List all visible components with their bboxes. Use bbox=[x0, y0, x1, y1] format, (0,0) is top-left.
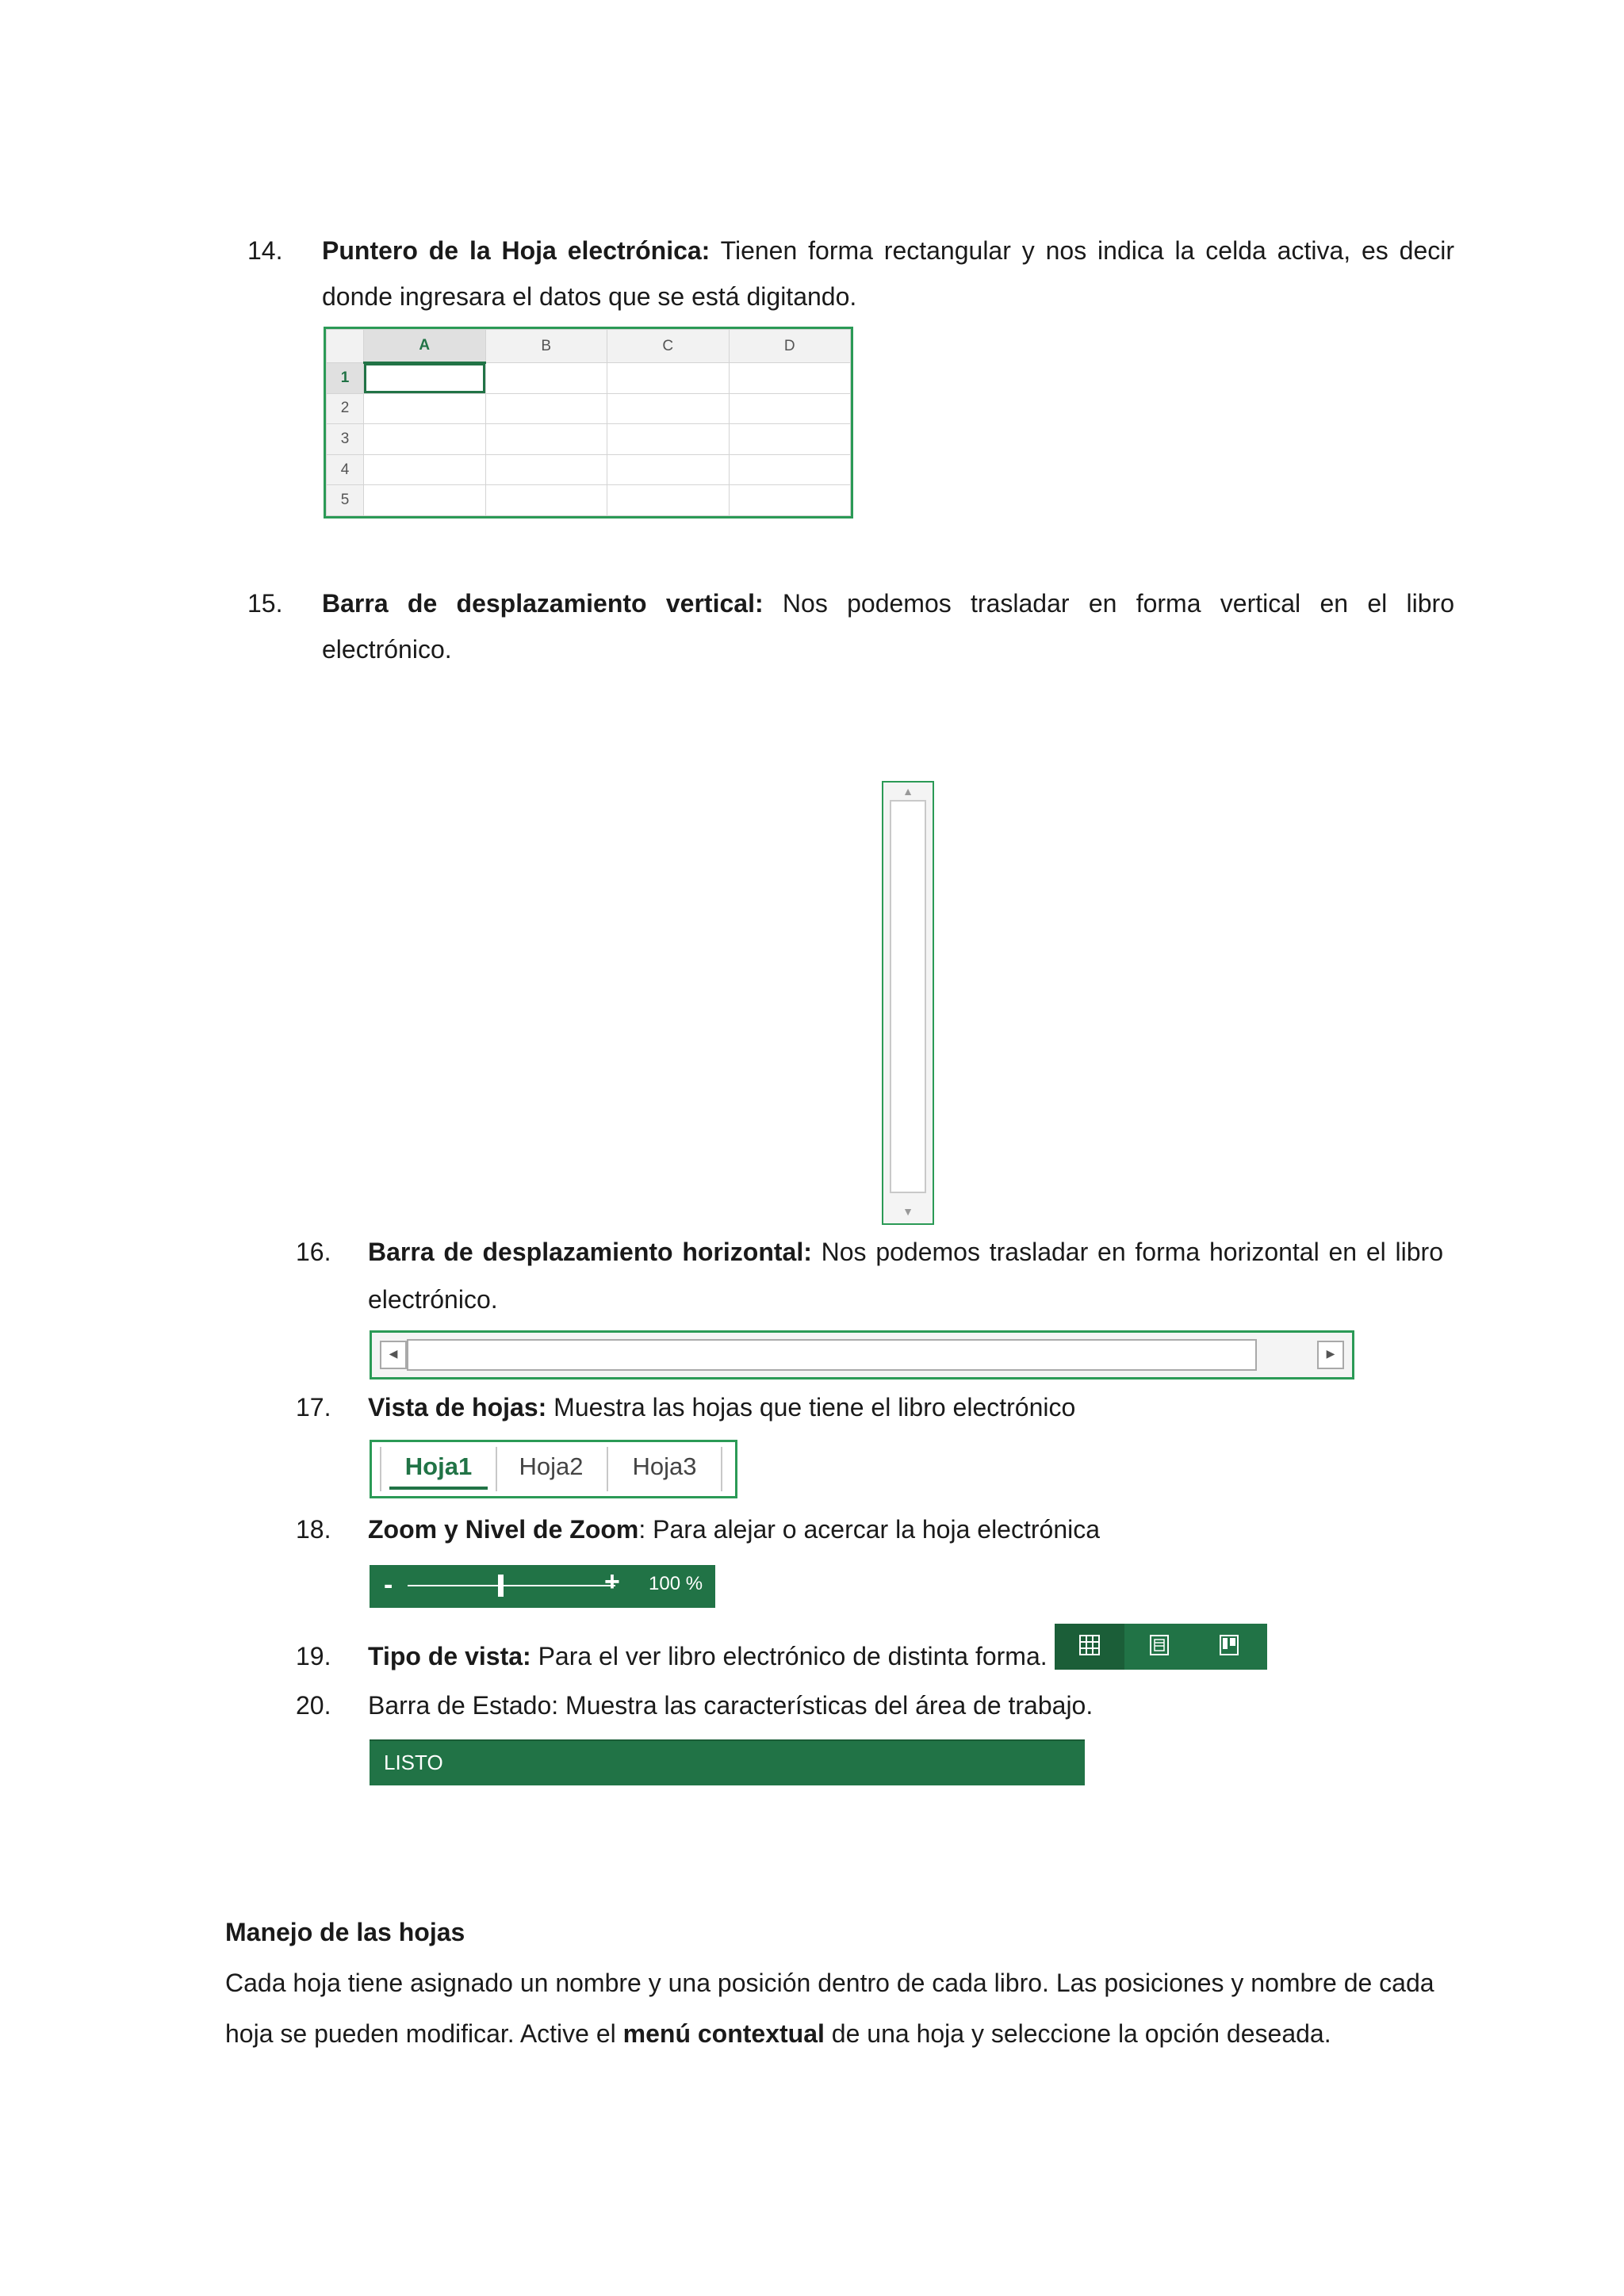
item-15-desc: Nos podemos trasladar en forma vertical en el libro bbox=[763, 589, 1455, 618]
cell[interactable] bbox=[607, 393, 730, 424]
zoom-slider-knob[interactable] bbox=[498, 1575, 504, 1597]
section-line2-b: de una hoja y seleccione la opción deseada. bbox=[824, 2019, 1331, 2048]
item-15-term: Barra de desplazamiento vertical: bbox=[322, 589, 764, 618]
cell[interactable] bbox=[729, 424, 851, 455]
column-header-b[interactable]: B bbox=[485, 330, 607, 363]
cell[interactable] bbox=[607, 454, 730, 485]
section-line2-a: hoja se pueden modificar. Active el bbox=[225, 2019, 623, 2048]
cell[interactable] bbox=[485, 363, 607, 394]
item-20-text: Barra de Estado: Muestra las características del área de trabajo. bbox=[368, 1691, 1094, 1720]
item-20-number: 20. bbox=[296, 1691, 331, 1720]
item-19-text bbox=[368, 1633, 1050, 1679]
item-17-term: Vista de hojas: bbox=[368, 1393, 547, 1422]
scroll-down-arrow-icon[interactable]: ▼ bbox=[902, 1205, 914, 1218]
tab-hoja2[interactable]: Hoja2 bbox=[496, 1447, 608, 1491]
zoom-level[interactable]: 100 % bbox=[649, 1573, 703, 1594]
grid-corner[interactable] bbox=[327, 330, 364, 363]
item-19-term: Tipo de vista: bbox=[368, 1642, 531, 1670]
cell[interactable] bbox=[607, 363, 730, 394]
row-header-3[interactable]: 3 bbox=[327, 424, 364, 455]
item-14-number: 14. bbox=[247, 236, 283, 265]
normal-view-icon[interactable] bbox=[1078, 1634, 1101, 1656]
row-header-5[interactable]: 5 bbox=[327, 485, 364, 516]
section-line2-bold: menú contextual bbox=[622, 2019, 825, 2048]
row-header-4[interactable]: 4 bbox=[327, 454, 364, 485]
item-18-desc: : Para alejar o acercar la hoja electrónica bbox=[638, 1515, 1101, 1544]
row-header-2[interactable]: 2 bbox=[327, 393, 364, 424]
status-bar: LISTO bbox=[370, 1739, 1085, 1785]
vertical-scrollbar[interactable] bbox=[882, 781, 934, 1225]
section-line2 bbox=[225, 2011, 1478, 2057]
scroll-right-arrow-icon[interactable]: ▶ bbox=[1317, 1341, 1344, 1369]
item-16-term: Barra de desplazamiento horizontal: bbox=[368, 1238, 812, 1266]
page-break-view-icon[interactable] bbox=[1218, 1634, 1240, 1656]
item-16-line2: electrónico. bbox=[368, 1285, 498, 1314]
scroll-up-arrow-icon[interactable]: ▲ bbox=[902, 785, 914, 798]
vertical-scroll-thumb[interactable] bbox=[890, 800, 926, 1193]
cell[interactable] bbox=[729, 454, 851, 485]
item-18-term: Zoom y Nivel de Zoom bbox=[368, 1515, 639, 1544]
cell[interactable] bbox=[485, 393, 607, 424]
column-header-c[interactable]: C bbox=[607, 330, 730, 363]
item-14-desc: Tienen forma rectangular y nos indica la celda activa, es decir bbox=[710, 236, 1454, 265]
page-layout-view-icon[interactable] bbox=[1148, 1634, 1170, 1656]
cell[interactable] bbox=[364, 485, 486, 516]
tab-hoja1[interactable]: Hoja1 bbox=[380, 1447, 497, 1491]
tab-hoja3[interactable]: Hoja3 bbox=[608, 1447, 722, 1491]
item-18-number: 18. bbox=[296, 1515, 331, 1544]
cell[interactable] bbox=[485, 454, 607, 485]
item-14-term: Puntero de la Hoja electrónica: bbox=[322, 236, 710, 265]
cell[interactable] bbox=[485, 485, 607, 516]
cell[interactable] bbox=[729, 363, 851, 394]
active-cell[interactable] bbox=[364, 363, 486, 394]
item-16-line1 bbox=[368, 1229, 1443, 1275]
cell[interactable] bbox=[729, 485, 851, 516]
item-15-line1 bbox=[322, 580, 1454, 626]
item-15-line2: electrónico. bbox=[322, 635, 452, 664]
zoom-slider-track[interactable] bbox=[408, 1585, 615, 1586]
cell[interactable] bbox=[364, 424, 486, 455]
item-17-desc: Muestra las hojas que tiene el libro electrónico bbox=[546, 1393, 1076, 1422]
item-17-text bbox=[368, 1384, 1443, 1430]
cell[interactable] bbox=[607, 424, 730, 455]
spreadsheet-grid bbox=[324, 327, 853, 519]
item-19-number: 19. bbox=[296, 1642, 331, 1670]
item-19-desc: Para el ver libro electrónico de distinta forma. bbox=[530, 1642, 1048, 1670]
cell[interactable] bbox=[364, 393, 486, 424]
column-header-a[interactable]: A bbox=[364, 330, 486, 363]
section-line1: Cada hoja tiene asignado un nombre y una posición dentro de cada libro. Las posiciones y nombre de cada bbox=[225, 1969, 1434, 1997]
item-17-number: 17. bbox=[296, 1393, 331, 1422]
zoom-control bbox=[370, 1565, 715, 1608]
column-header-d[interactable]: D bbox=[729, 330, 851, 363]
horizontal-scroll-thumb[interactable] bbox=[407, 1339, 1257, 1371]
cell[interactable] bbox=[607, 485, 730, 516]
cell[interactable] bbox=[729, 393, 851, 424]
sheet-tabs-bar bbox=[370, 1440, 737, 1498]
item-14-line2: donde ingresara el datos que se está digitando. bbox=[322, 282, 857, 311]
scroll-left-arrow-icon[interactable]: ◀ bbox=[380, 1341, 407, 1369]
view-type-buttons bbox=[1055, 1624, 1267, 1670]
cell[interactable] bbox=[364, 454, 486, 485]
horizontal-scrollbar[interactable] bbox=[370, 1330, 1354, 1380]
row-header-1[interactable]: 1 bbox=[327, 363, 364, 394]
zoom-in-button[interactable]: + bbox=[604, 1567, 620, 1597]
item-18-text bbox=[368, 1506, 1443, 1552]
item-15-number: 15. bbox=[247, 589, 283, 618]
item-14-line1 bbox=[322, 228, 1454, 274]
zoom-out-button[interactable]: - bbox=[384, 1570, 393, 1600]
section-heading: Manejo de las hojas bbox=[225, 1918, 465, 1946]
item-16-number: 16. bbox=[296, 1238, 331, 1266]
item-16-desc: Nos podemos trasladar en forma horizontal en el libro bbox=[811, 1238, 1444, 1266]
cell[interactable] bbox=[485, 424, 607, 455]
